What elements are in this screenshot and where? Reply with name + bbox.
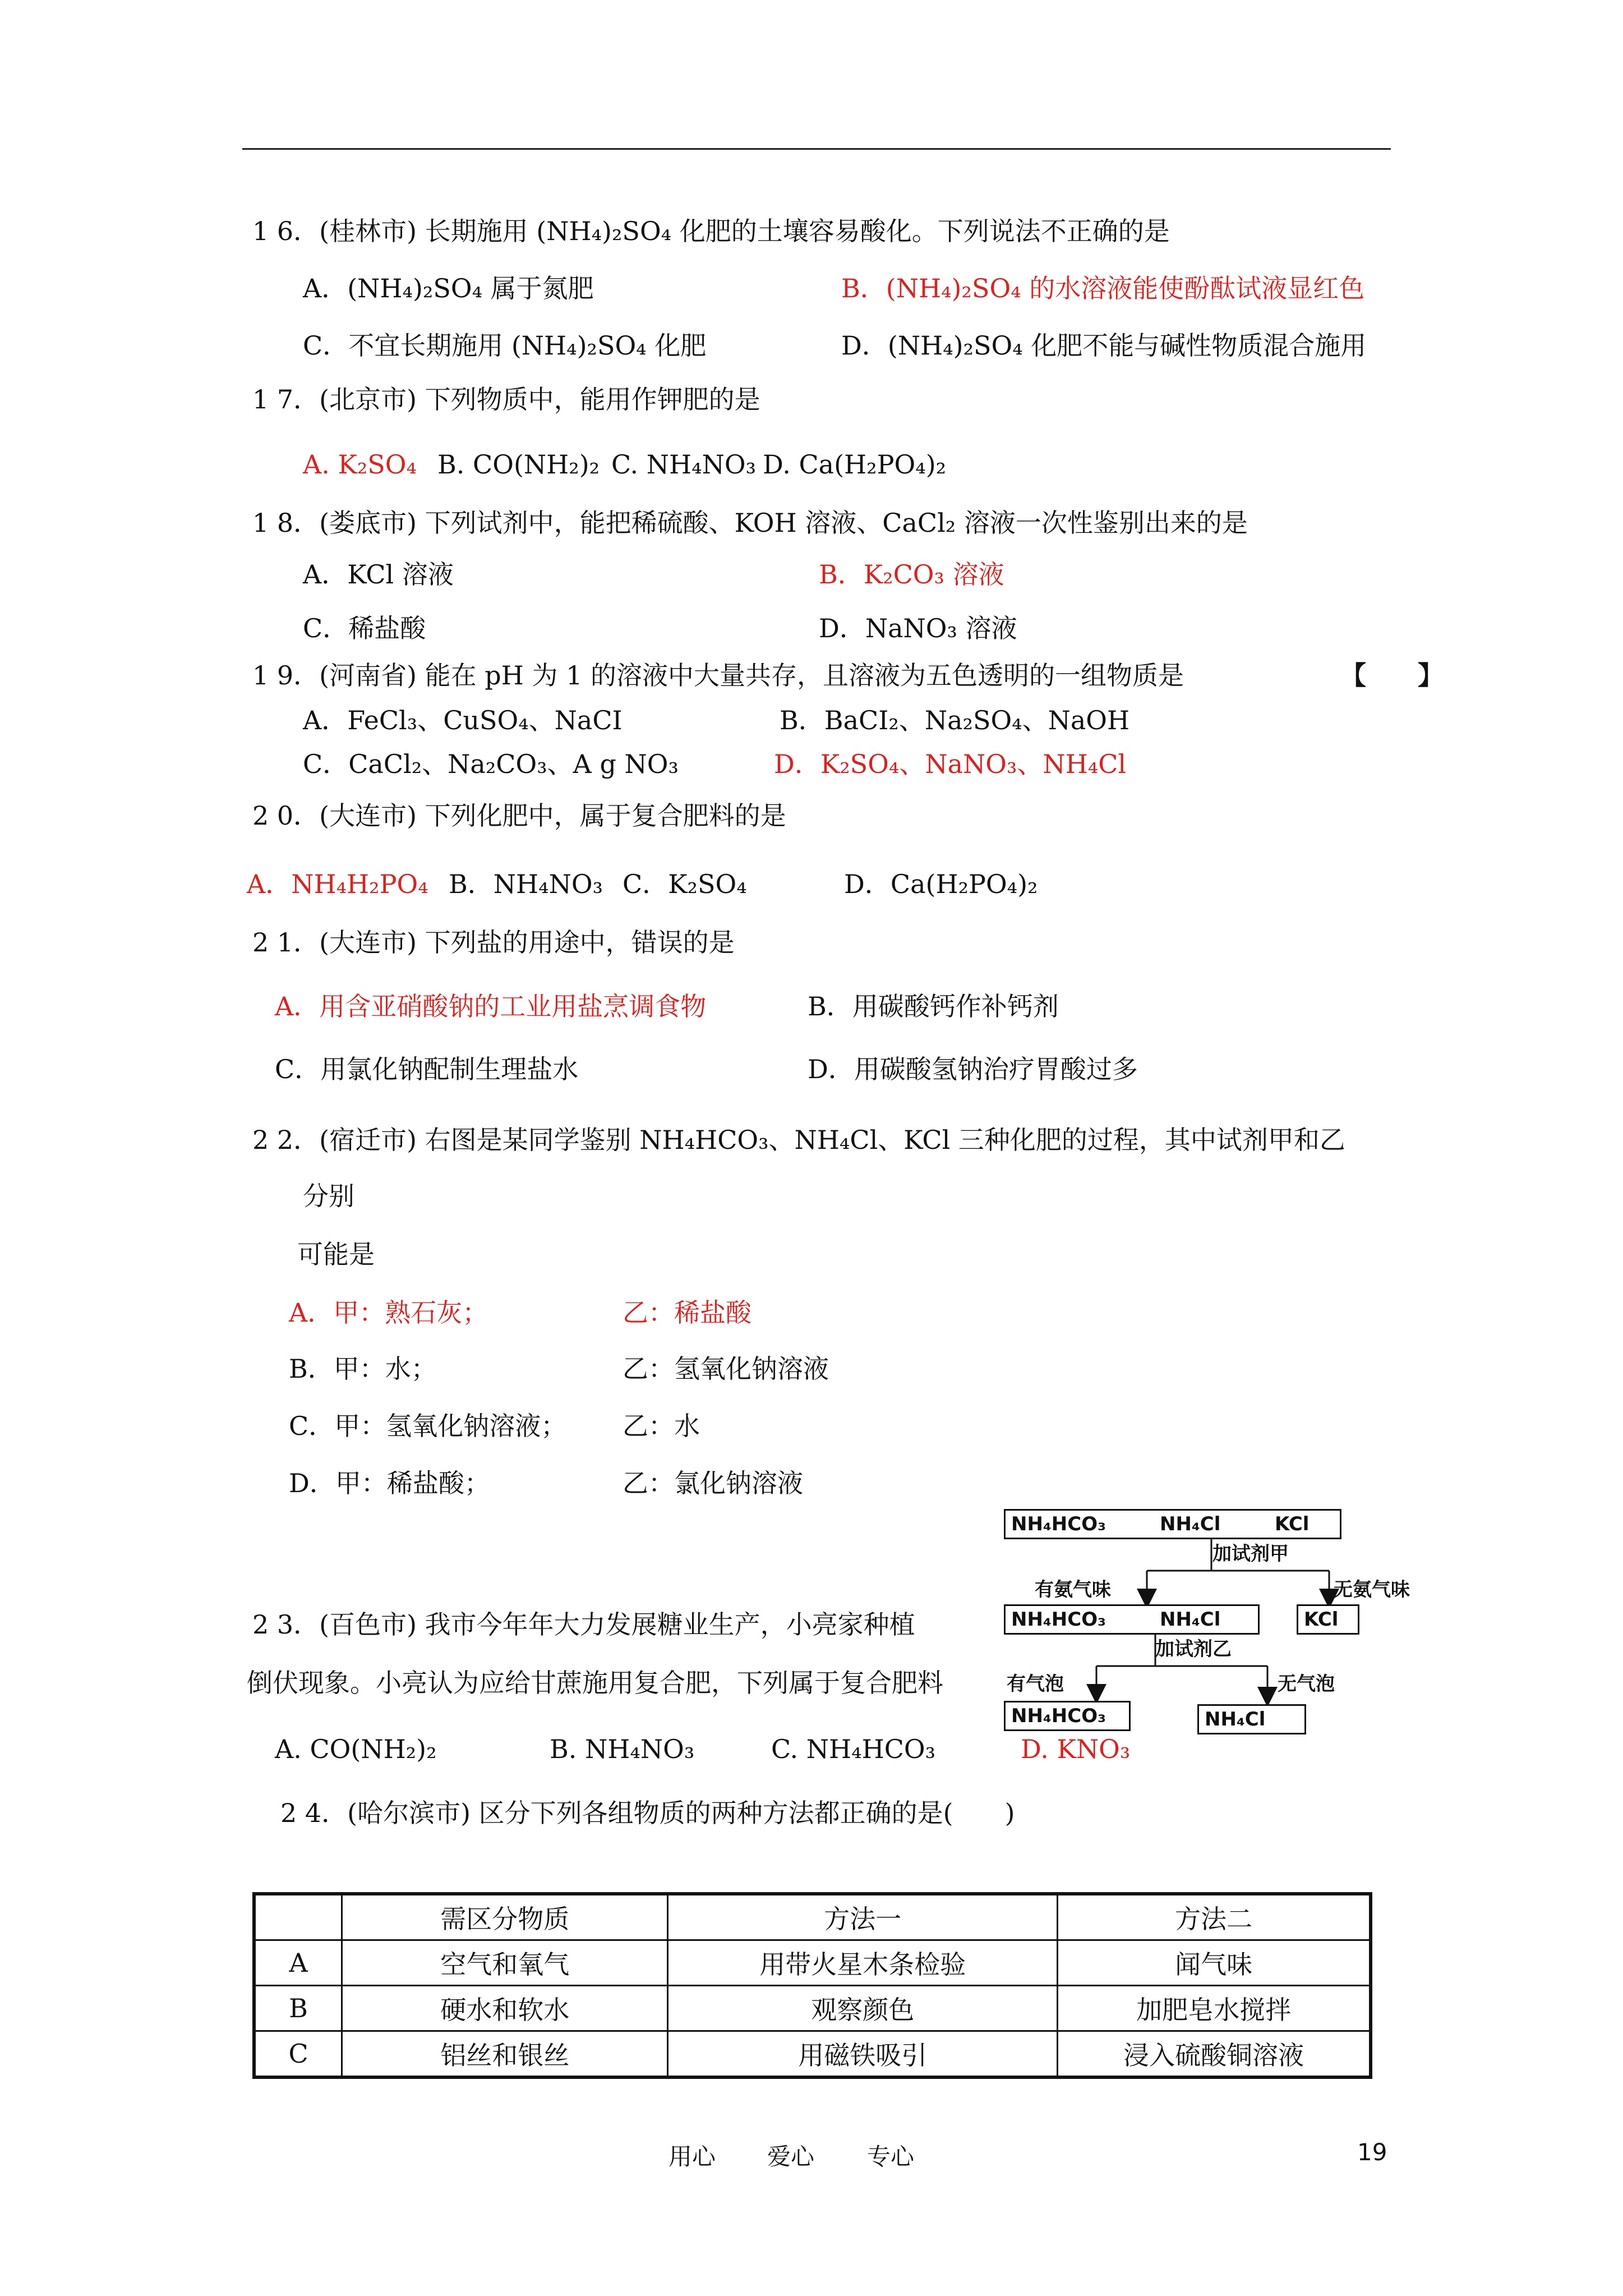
- flowchart-top-nh4cl: NH₄Cl: [1160, 1513, 1221, 1535]
- flowchart-bottom-nh4hco3: NH₄HCO₃: [1011, 1705, 1106, 1727]
- table-header-cell: 方法一: [668, 1894, 1058, 1940]
- q21-option-d: D．用碳酸氢钠治疗胃酸过多: [808, 1054, 1138, 1084]
- q24-stem: 2 4．(哈尔滨市) 区分下列各组物质的两种方法都正确的是( ): [280, 1798, 1015, 1828]
- q19-option-d: D．K₂SO₄、NaNO₃、NH₄Cl: [774, 749, 1127, 779]
- q19-option-c: C．CaCl₂、Na₂CO₃、A g NO₃: [303, 749, 679, 779]
- flowchart-ammonia-smell: 有氨气味: [1035, 1579, 1111, 1601]
- q17-option-d: D. Ca(H₂PO₄)₂: [763, 449, 947, 480]
- q19-option-b: B．BaCI₂、Na₂SO₄、NaOH: [780, 705, 1130, 735]
- flowchart-kcl-box: [1297, 1604, 1359, 1635]
- flowchart-bottom-nh4hco3-box: [1004, 1701, 1131, 1731]
- q20-stem: 2 0．(大连市) 下列化肥中，属于复合肥料的是: [252, 800, 786, 831]
- flowchart-mid-nh4hco3: NH₄HCO₃: [1011, 1608, 1106, 1631]
- flowchart-mid-nh4cl: NH₄Cl: [1160, 1608, 1221, 1631]
- q21-stem: 2 1．(大连市) 下列盐的用途中，错误的是: [252, 927, 735, 958]
- table-header-cell: 需区分物质: [342, 1894, 668, 1940]
- q22-option-b-part2: 乙：氢氧化钠溶液: [623, 1354, 829, 1384]
- table-cell: 空气和氧气: [342, 1940, 668, 1986]
- q22-stem: 2 2．(宿迁市) 右图是某同学鉴别 NH₄HCO₃、NH₄Cl、KCl 三种化肥的过程，其中试剂甲和乙: [252, 1125, 1345, 1155]
- q17-option-b: B. CO(NH₂)₂: [437, 449, 600, 480]
- table-cell: 观察颜色: [668, 1986, 1058, 2031]
- q21-option-b: B．用碳酸钙作补钙剂: [808, 991, 1059, 1022]
- q18-stem: 1 8．(娄底市) 下列试剂中，能把稀硫酸、KOH 溶液、CaCl₂ 溶液一次性鉴别出来的是: [252, 508, 1248, 538]
- footer-text-3: 专心: [867, 2143, 915, 2170]
- table-cell: 闻气味: [1058, 1940, 1371, 1986]
- table-cell: 浸入硫酸铜溶液: [1058, 2031, 1371, 2078]
- q23-option-c: C. NH₄HCO₃: [771, 1734, 936, 1764]
- q16-option-a: A．(NH₄)₂SO₄ 属于氮肥: [303, 273, 594, 303]
- flowchart-bottom-nh4cl: NH₄Cl: [1205, 1708, 1266, 1731]
- q20-option-d: D．Ca(H₂PO₄)₂: [844, 869, 1038, 899]
- table-cell: 用带火星木条检验: [668, 1940, 1058, 1986]
- table-cell: A: [254, 1940, 342, 1986]
- q20-option-c: C．K₂SO₄: [623, 869, 747, 899]
- flowchart-top-box: [1004, 1509, 1341, 1539]
- q16-option-c: C．不宜长期施用 (NH₄)₂SO₄ 化肥: [303, 330, 707, 361]
- footer-text-2: 爱心: [767, 2143, 815, 2170]
- table-header-cell: 方法二: [1058, 1894, 1371, 1940]
- table-cell: 铝丝和银丝: [342, 2031, 668, 2078]
- q20-option-b: B．NH₄NO₃: [449, 869, 603, 899]
- footer-text-1: 用心: [668, 2143, 716, 2170]
- q24-comparison-table: [252, 1892, 1372, 2079]
- flowchart-reagent-yi: 加试剂乙: [1155, 1638, 1232, 1660]
- q18-option-c: C．稀盐酸: [303, 613, 426, 643]
- q18-option-d: D．NaNO₃ 溶液: [819, 613, 1017, 643]
- page-number: 19: [1357, 2138, 1387, 2166]
- q17-stem: 1 7．(北京市) 下列物质中，能用作钾肥的是: [252, 384, 760, 415]
- table-header-cell: [254, 1894, 342, 1940]
- table-cell: 加肥皂水搅拌: [1058, 1986, 1371, 2031]
- table-cell: B: [254, 1986, 342, 2031]
- q19-stem: 1 9．(河南省) 能在 pH 为 1 的溶液中大量共存，且溶液为五色透明的一组物质是: [252, 660, 1184, 691]
- q22-stem-end: 可能是: [297, 1239, 375, 1269]
- q23-stem: 2 3．(百色市) 我市今年年大力发展糖业生产，小亮家种植: [252, 1609, 915, 1640]
- flowchart-kcl-label: KCl: [1304, 1608, 1339, 1631]
- q16-option-b: B．(NH₄)₂SO₄ 的水溶液能使酚酞试液显红色: [841, 273, 1365, 303]
- q18-option-b: B．K₂CO₃ 溶液: [819, 559, 1004, 590]
- table-cell: 用磁铁吸引: [668, 2031, 1058, 2078]
- q22-option-a-part2: 乙：稀盐酸: [623, 1297, 751, 1328]
- q17-option-c: C. NH₄NO₃: [611, 449, 757, 480]
- q19-option-a: A．FeCl₃、CuSO₄、NaCI: [303, 705, 623, 735]
- q16-option-d: D．(NH₄)₂SO₄ 化肥不能与碱性物质混合施用: [841, 330, 1367, 361]
- flowchart-no-ammonia-smell: 无氨气味: [1334, 1579, 1410, 1601]
- q23-stem-continued: 倒伏现象。小亮认为应给甘蔗施用复合肥，下列属于复合肥料: [247, 1668, 943, 1698]
- q22-option-b-part1: B．甲：水；: [289, 1354, 437, 1384]
- q22-option-d-part2: 乙：氯化钠溶液: [623, 1468, 803, 1498]
- q23-option-a: A. CO(NH₂)₂: [275, 1734, 437, 1764]
- table-row: [254, 1986, 1371, 2031]
- q23-option-b: B. NH₄NO₃: [550, 1734, 695, 1764]
- identification-flowchart: [1004, 1503, 1441, 1756]
- flowchart-bottom-nh4cl-box: [1197, 1704, 1306, 1734]
- q22-option-a-part1: A．甲：熟石灰；: [289, 1297, 488, 1328]
- q22-option-c-part2: 乙：水: [623, 1411, 700, 1441]
- table-row: [254, 1940, 1371, 1986]
- q23-option-d: D. KNO₃: [1021, 1734, 1131, 1764]
- flowchart-bubbles: 有气泡: [1007, 1673, 1064, 1695]
- q16-stem: 1 6．(桂林市) 长期施用 (NH₄)₂SO₄ 化肥的土壤容易酸化。下列说法不正确的是: [252, 216, 1170, 246]
- q21-option-a: A．用含亚硝酸钠的工业用盐烹调食物: [275, 991, 707, 1022]
- table-header-row: [254, 1894, 1371, 1940]
- table-row: [254, 2031, 1371, 2078]
- q18-option-a: A．KCl 溶液: [303, 559, 454, 590]
- q17-option-a: A. K₂SO₄: [303, 449, 417, 480]
- q21-option-c: C．用氯化钠配制生理盐水: [275, 1054, 579, 1084]
- flowchart-top-kcl: KCl: [1275, 1513, 1310, 1535]
- flowchart-no-bubbles: 无气泡: [1278, 1673, 1335, 1695]
- q20-option-a: A．NH₄H₂PO₄: [247, 869, 428, 899]
- table-cell: C: [254, 2031, 342, 2078]
- flowchart-mid-box: [1004, 1604, 1260, 1635]
- table-cell: 硬水和软水: [342, 1986, 668, 2031]
- q22-option-d-part1: D．甲：稀盐酸；: [289, 1468, 490, 1498]
- flowchart-top-nh4hco3: NH₄HCO₃: [1011, 1513, 1106, 1535]
- q19-answer-bracket: 【 】: [1340, 660, 1444, 691]
- flowchart-reagent-jia: 加试剂甲: [1212, 1543, 1289, 1565]
- q22-stem-continued: 分别: [303, 1181, 354, 1211]
- q22-option-c-part1: C．甲：氢氧化钠溶液；: [289, 1411, 567, 1441]
- header-rule: [242, 148, 1391, 150]
